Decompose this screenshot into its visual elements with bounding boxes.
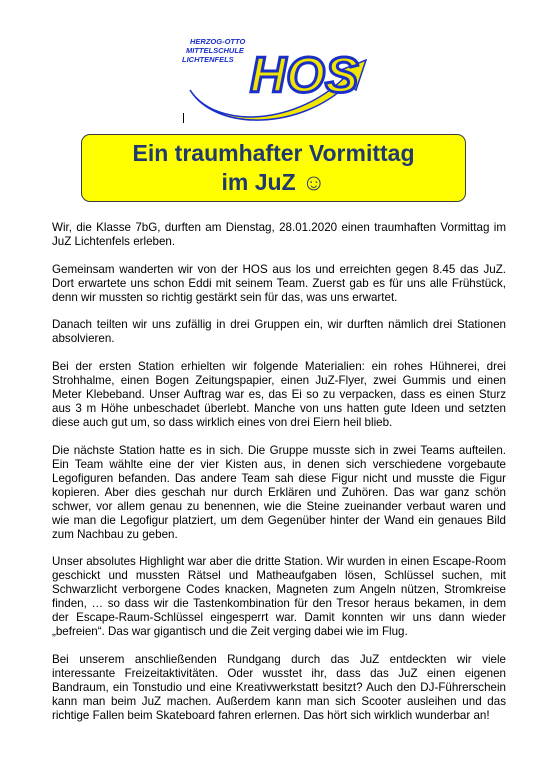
paragraph-tour: Bei unserem anschließenden Rundgang durch das JuZ entdeckten wir viele interessante Freizeitaktivitäten. Oder wusstet ihr, dass das JuZ einen eigenen Bandraum, ein Tonstudio und eine Kreativwerkstatt besitzt? Auch den DJ-Führerschein kann man beim JuZ machen. Außerdem kann man sich Scooter ausleihen und das richtige Fallen beim Skateboard fahren erlernen. Das hört sich wirklich wunderbar an! (52, 653, 506, 723)
paragraph-intro: Wir, die Klasse 7bG, durften am Dienstag, 28.01.2020 einen traumhaften Vormittag im JuZ Lichtenfels erleben. (52, 221, 506, 248)
paragraph-station-3: Unser absolutes Highlight war aber die dritte Station. Wir wurden in einen Escape-Room geschickt und mussten Rätsel und Matheaufgaben lösen, Schlüssel suchen, mit Schwarzlicht verborgene Codes knacken, Magneten zum Angeln nützen, Stromkreise finden, … so dass wir die Tastenkombination für den Tresor heraus bekamen, in dem der Escape-Raum-Schlüssel eingesperrt war. Damit konnten wir uns dann wieder „befreien“. Das war gigantisch und die Zeit verging dabei wie im Flug. (52, 555, 506, 639)
hos-logo-graphic (176, 30, 376, 122)
paragraph-arrival: Gemeinsam wanderten wir von der HOS aus los und erreichten gegen 8.45 das JuZ. Dort erwartete uns schon Eddi mit seinem Team. Zuerst gab es für uns alle Frühstück, denn wir mussten so richtig gestärkt sein für das, was uns erwartet. (52, 262, 506, 304)
title-line-2: im JuZ ☺ (221, 169, 326, 195)
paragraph-station-2: Die nächste Station hatte es in sich. Die Gruppe musste sich in zwei Teams aufteilen. Ein Team wählte eine der vier Kisten aus, in denen sich verschiedene vorgebaute Legofiguren befanden. Das andere Team sah diese Figur nicht und musste die Figur kopieren. Aber dies geschah nur durch Erklären und Zuhören. Das war ganz schön schwer, vor allem genau zu benennen, wie die Steine zueinander verbaut waren und wie man die Legofigur platziert, um dem Gegenüber hinter der Wand ein genaues Bild zum Nachbau zu geben. (52, 443, 506, 541)
article-body (52, 221, 506, 737)
school-logo (176, 30, 376, 122)
logo-text: HOS (250, 47, 359, 103)
paragraph-groups: Danach teilten wir uns zufällig in drei Gruppen ein, wir durften nämlich drei Stationen absolvieren. (52, 318, 506, 346)
school-name-line-3: LICHTENFELS (182, 55, 234, 64)
title-line-1: Ein traumhafter Vormittag (132, 140, 415, 166)
school-name-line-2: MITTELSCHULE (186, 46, 244, 55)
text-cursor (183, 113, 184, 123)
title-banner (81, 134, 466, 202)
paragraph-station-1: Bei der ersten Station erhielten wir folgende Materialien: ein rohes Hühnerei, drei Strohhalme, einen Bogen Zeitungspapier, einen JuZ-Flyer, zwei Gummis und einen Meter Klebeband. Unser Auftrag war es, das Ei so zu verpacken, dass es einen Sturz aus 3 m Höhe unbeschadet überlebt. Manche von uns hatten gute Ideen und setzten diese auch gut um, so dass wirklich eines von drei Eiern heil blieb. (52, 360, 506, 430)
school-name-line-1: HERZOG-OTTO (190, 37, 246, 46)
